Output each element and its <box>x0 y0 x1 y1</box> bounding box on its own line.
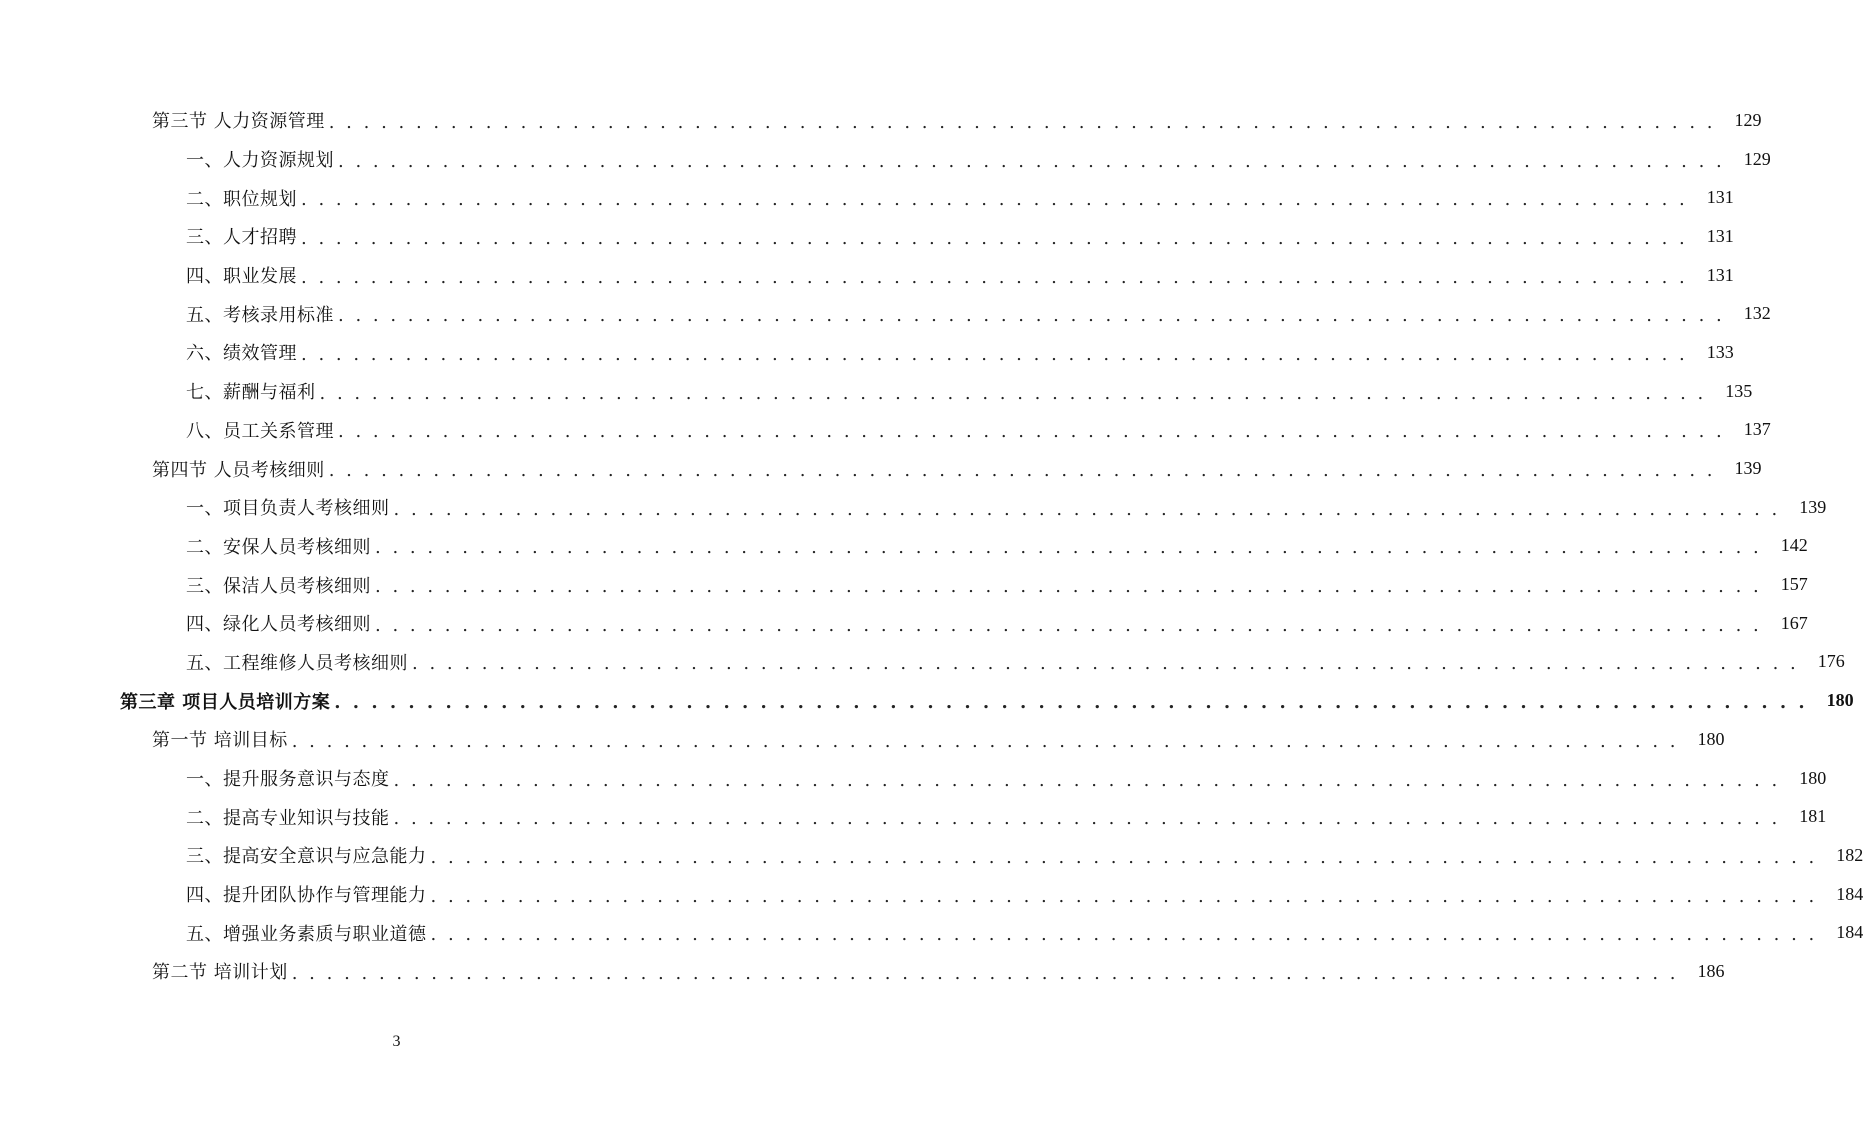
toc-entry-label: 四、职业发展 <box>186 266 297 288</box>
table-of-contents <box>0 101 1863 991</box>
toc-entry-page: 181 <box>1799 806 1827 827</box>
toc-leader-dots: . . . . . . . . . . . . . . . . . . . . . . . . . . . . . . . . . . . . . . . . . . . . . . . . . . . . . . . . . . . . . . . . . . . . . . . . . . . . . . . . <box>338 421 1725 443</box>
toc-entry-page: 184 <box>1836 922 1863 943</box>
toc-entry-label: 六、绩效管理 <box>186 343 297 365</box>
toc-entry-label: 第三节 人力资源管理 <box>152 111 325 133</box>
toc-entry-page: 131 <box>1706 187 1734 208</box>
toc-leader-dots: . . . . . . . . . . . . . . . . . . . . . . . . . . . . . . . . . . . . . . . . . . . . . . . . . . . . . . . . . . . . . . . . . . . . . . . . . . . . . . . . <box>338 305 1725 327</box>
toc-entry-label: 第二节 培训计划 <box>152 962 288 984</box>
toc-entry-label: 一、人力资源规划 <box>186 150 334 172</box>
toc-entry-label: 第四节 人员考核细则 <box>152 459 325 481</box>
toc-leader-dots: . . . . . . . . . . . . . . . . . . . . . . . . . . . . . . . . . . . . . . . . . . . . . . . . . . . . . . . . . . . . . . . . . . . . . . . . . . . . . . . . <box>393 769 1781 791</box>
toc-entry-label: 二、职位规划 <box>186 188 297 210</box>
toc-entry-item[interactable] <box>0 178 1734 217</box>
toc-entry-label: 四、提升团队协作与管理能力 <box>186 885 427 907</box>
toc-leader-dots: . . . . . . . . . . . . . . . . . . . . . . . . . . . . . . . . . . . . . . . . . . . . . . . . . . . . . . . . . . . . . . . . . . . . . . . . . . . . . . . . <box>393 498 1781 520</box>
toc-entry-item[interactable] <box>0 333 1734 372</box>
toc-leader-dots: . . . . . . . . . . . . . . . . . . . . . . . . . . . . . . . . . . . . . . . . . . . . . . . . . . . . . . . . . . . . . . . . . . . . . . . . . . . . . . . . <box>328 111 1716 133</box>
toc-leader-dots: . . . . . . . . . . . . . . . . . . . . . . . . . . . . . . . . . . . . . . . . . . . . . . . . . . . . . . . . . . . . . . . . . . . . . . . . . . . . . . . . <box>338 150 1725 172</box>
toc-entry-page: 167 <box>1780 612 1808 633</box>
toc-entry-label: 五、增强业务素质与职业道德 <box>186 923 427 945</box>
toc-entry-page: 186 <box>1697 960 1725 981</box>
toc-entry-page: 176 <box>1817 651 1845 672</box>
toc-entry-label: 一、项目负责人考核细则 <box>186 498 390 520</box>
toc-entry-label: 第一节 培训目标 <box>152 730 288 752</box>
toc-entry-item[interactable] <box>0 604 1808 643</box>
toc-leader-dots: . . . . . . . . . . . . . . . . . . . . . . . . . . . . . . . . . . . . . . . . . . . . . . . . . . . . . . . . . . . . . . . . . . . . . . . . . . . . . . . . <box>430 924 1818 946</box>
toc-entry-label: 二、安保人员考核细则 <box>186 536 371 558</box>
toc-leader-dots: . . . . . . . . . . . . . . . . . . . . . . . . . . . . . . . . . . . . . . . . . . . . . . . . . . . . . . . . . . . . . . . . . . . . . . . . . . . . . . . . <box>412 653 1799 675</box>
toc-entry-page: 132 <box>1743 303 1771 324</box>
toc-leader-dots: . . . . . . . . . . . . . . . . . . . . . . . . . . . . . . . . . . . . . . . . . . . . . . . . . . . . . . . . . . . . . . . . . . . . . . . . . . . . . . . . <box>291 730 1679 752</box>
toc-entry-label: 三、人才招聘 <box>186 227 297 249</box>
toc-entry-item[interactable] <box>0 875 1863 914</box>
toc-entry-section[interactable] <box>0 101 1762 140</box>
toc-entry-label: 三、提高安全意识与应急能力 <box>186 846 427 868</box>
toc-leader-dots: . . . . . . . . . . . . . . . . . . . . . . . . . . . . . . . . . . . . . . . . . . . . . . . . . . . . . . . . . . . . . . . . . . . . . . . . . . . . . . . . <box>301 266 1688 288</box>
toc-leader-dots: . . . . . . . . . . . . . . . . . . . . . . . . . . . . . . . . . . . . . . . . . . . . . . . . . . . . . . . . . . . . . . . . . . . . . . . . . . . . . . . . <box>301 227 1688 249</box>
toc-entry-page: 180 <box>1697 728 1725 749</box>
toc-entry-page: 142 <box>1780 535 1808 556</box>
toc-entry-item[interactable] <box>0 527 1808 566</box>
toc-leader-dots: . . . . . . . . . . . . . . . . . . . . . . . . . . . . . . . . . . . . . . . . . . . . . . . . . . . . . . . . . . . . . . . . . . . . . . . . . . . . . . . . <box>375 537 1762 559</box>
toc-entry-item[interactable] <box>0 913 1863 952</box>
toc-entry-item[interactable] <box>0 372 1753 411</box>
toc-entry-label: 五、工程维修人员考核细则 <box>186 652 408 674</box>
toc-entry-label: 八、员工关系管理 <box>186 420 334 442</box>
toc-entry-page: 157 <box>1780 574 1808 595</box>
toc-entry-item[interactable] <box>0 411 1771 450</box>
toc-entry-item[interactable] <box>0 759 1827 798</box>
toc-leader-dots: . . . . . . . . . . . . . . . . . . . . . . . . . . . . . . . . . . . . . . . . . . . . . . . . . . . . . . . . . . . . . . . . . . . . . . . . . . . . . . . . <box>319 382 1707 404</box>
toc-entry-label: 二、提高专业知识与技能 <box>186 807 390 829</box>
toc-entry-page: 129 <box>1734 109 1762 130</box>
toc-entry-chapter[interactable] <box>0 681 1854 720</box>
toc-leader-dots: . . . . . . . . . . . . . . . . . . . . . . . . . . . . . . . . . . . . . . . . . . . . . . . . . . . . . . . . . . . . . . . . . . . . . . . . . . . . . . . . <box>430 846 1818 868</box>
toc-entry-label: 七、薪酬与福利 <box>186 382 316 404</box>
toc-entry-page: 184 <box>1836 883 1863 904</box>
toc-entry-label: 三、保洁人员考核细则 <box>186 575 371 597</box>
toc-entry-item[interactable] <box>0 217 1734 256</box>
toc-entry-page: 180 <box>1799 767 1827 788</box>
toc-leader-dots: . . . . . . . . . . . . . . . . . . . . . . . . . . . . . . . . . . . . . . . . . . . . . . . . . . . . . . . . . . . . . . . . . . . . . . . . . . . . . . . . <box>430 885 1818 907</box>
toc-entry-page: 135 <box>1725 380 1753 401</box>
toc-entry-item[interactable] <box>0 565 1808 604</box>
toc-leader-dots: . . . . . . . . . . . . . . . . . . . . . . . . . . . . . . . . . . . . . . . . . . . . . . . . . . . . . . . . . . . . . . . . . . . . . . . . . . . . . . . . <box>393 808 1781 830</box>
toc-entry-label: 一、提升服务意识与态度 <box>186 769 390 791</box>
toc-entry-item[interactable] <box>0 797 1827 836</box>
toc-entry-page: 182 <box>1836 844 1863 865</box>
toc-leader-dots: . . . . . . . . . . . . . . . . . . . . . . . . . . . . . . . . . . . . . . . . . . . . . . . . . . . . . . . . . . . . . . . . . . . . . . . . . . . . . . . . <box>328 460 1716 482</box>
toc-entry-label: 第三章 项目人员培训方案 <box>120 691 331 713</box>
toc-entry-page: 137 <box>1743 419 1771 440</box>
toc-entry-page: 180 <box>1826 690 1854 711</box>
toc-leader-dots: . . . . . . . . . . . . . . . . . . . . . . . . . . . . . . . . . . . . . . . . . . . . . . . . . . . . . . . . . . . . . . . . . . . . . . . . . . . . . . . . <box>375 576 1762 598</box>
toc-leader-dots: . . . . . . . . . . . . . . . . . . . . . . . . . . . . . . . . . . . . . . . . . . . . . . . . . . . . . . . . . . . . . . . . . . . . . . . . . . . . . . . . <box>301 189 1688 211</box>
toc-entry-item[interactable] <box>0 488 1827 527</box>
toc-entry-label: 四、绿化人员考核细则 <box>186 614 371 636</box>
toc-entry-page: 131 <box>1706 225 1734 246</box>
toc-leader-dots: . . . . . . . . . . . . . . . . . . . . . . . . . . . . . . . . . . . . . . . . . . . . . . . . . . . . . . . . . . . . . . . . . . . . . . . . . . . . . . . . <box>375 614 1762 636</box>
toc-entry-section[interactable] <box>0 720 1725 759</box>
toc-entry-item[interactable] <box>0 294 1771 333</box>
toc-entry-page: 139 <box>1734 458 1762 479</box>
toc-entry-item[interactable] <box>0 140 1771 179</box>
toc-entry-item[interactable] <box>0 256 1734 295</box>
toc-leader-dots: . . . . . . . . . . . . . . . . . . . . . . . . . . . . . . . . . . . . . . . . . . . . . . . . . . . . . . . . . . . . . . . . . . . . . . . . . . . . . . . . <box>301 343 1688 365</box>
toc-leader-dots: . . . . . . . . . . . . . . . . . . . . . . . . . . . . . . . . . . . . . . . . . . . . . . . . . . . . . . . . . . . . . . . . . . . . . . . . . . . . . . . . <box>291 962 1679 984</box>
toc-entry-page: 131 <box>1706 264 1734 285</box>
toc-entry-item[interactable] <box>0 643 1845 682</box>
toc-leader-dots: . . . . . . . . . . . . . . . . . . . . . . . . . . . . . . . . . . . . . . . . . . . . . . . . . . . . . . . . . . . . . . . . . . . . . . . . . . . . . . . . <box>334 692 1808 714</box>
page-number: 3 <box>392 1033 401 1050</box>
toc-entry-page: 133 <box>1706 341 1734 362</box>
toc-entry-page: 139 <box>1799 496 1827 517</box>
toc-entry-label: 五、考核录用标准 <box>186 304 334 326</box>
toc-entry-section[interactable] <box>0 449 1762 488</box>
toc-entry-section[interactable] <box>0 952 1725 991</box>
toc-entry-page: 129 <box>1743 148 1771 169</box>
toc-entry-item[interactable] <box>0 836 1863 875</box>
